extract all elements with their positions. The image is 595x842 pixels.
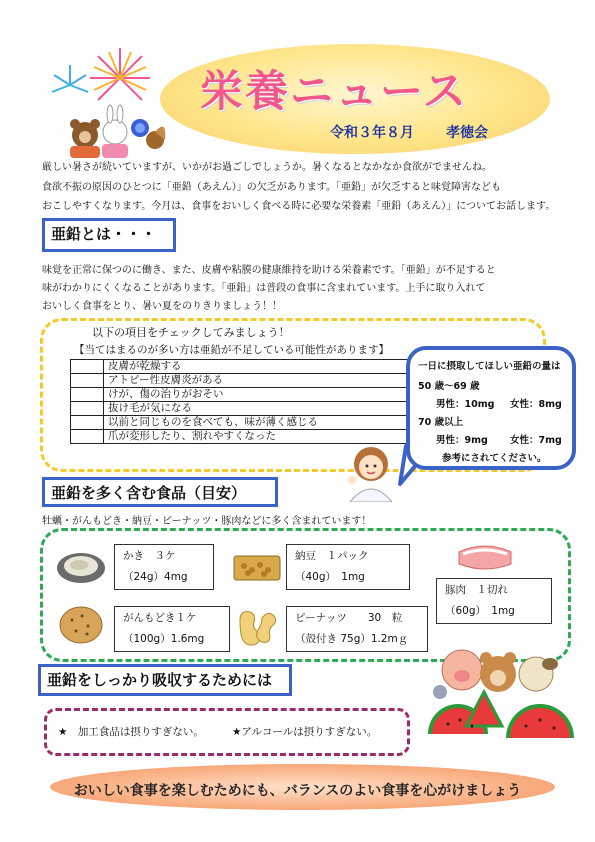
nurse-illustration: [340, 440, 402, 502]
ganmodoki-icon: [58, 604, 104, 646]
checkbox[interactable]: [71, 388, 104, 402]
checklist-table: [70, 359, 410, 444]
checkbox[interactable]: [71, 360, 104, 374]
checkbox[interactable]: [71, 374, 104, 388]
callout-female: 女性：8mg: [510, 399, 562, 410]
checklist-item: 皮膚が乾燥する: [104, 360, 410, 374]
checklist-item: 抜け毛が気になる: [104, 402, 410, 416]
callout-title: 一日に摂取してほしい亜鉛の量は: [418, 361, 561, 372]
peanut-icon: [232, 606, 282, 648]
section-heading-absorption: 亜鉛をしっかり吸収するためには: [38, 664, 292, 696]
food-name: 豚肉 １切れ: [445, 584, 508, 596]
tip-processed-food: ★ 加工食品は摂りすぎない。: [58, 726, 204, 738]
organization-name: 孝徳会: [446, 125, 488, 141]
pork-icon: [455, 542, 515, 572]
issue-date: 令和３年８月: [330, 125, 414, 141]
animals-watermelon-illustration: [426, 640, 576, 744]
zinc-line: 味がわかりにくくなることがあります。「亜鉛」は普段の食事に含まれています。上手に取り入れて: [42, 283, 486, 294]
zinc-description: [42, 262, 572, 316]
food-amount: （24g）4mg: [123, 571, 188, 583]
checklist-row: [71, 374, 410, 388]
page-title: 栄養ニュース: [200, 67, 468, 117]
callout-male: 男性：10mg: [436, 399, 495, 410]
intro-text: [42, 158, 572, 217]
checklist-row: [71, 416, 410, 430]
callout-note: 参考にされてください。: [442, 453, 547, 464]
food-card-ganmodoki: [114, 606, 230, 652]
checklist-row: [71, 402, 410, 416]
checkbox[interactable]: [71, 402, 104, 416]
food-amount: （殻付き 75g）1.2mｇ: [295, 633, 409, 645]
checklist-item: 以前と同じものを食べても、味が薄く感じる: [104, 416, 410, 430]
checkbox[interactable]: [71, 430, 104, 444]
food-name: 納豆 １パック: [295, 550, 369, 562]
oyster-icon: [55, 546, 107, 586]
food-card-peanut: [286, 606, 428, 652]
food-card-natto: [286, 544, 410, 590]
callout-male: 男性：9mg: [436, 435, 488, 446]
food-amount: （60g） 1mg: [445, 605, 515, 617]
food-name: がんもどき１ケ: [123, 612, 197, 624]
checklist-title: 以下の項目をチェックしてみましょう！: [92, 326, 290, 339]
zinc-line: おいしく食事をとり、暑い夏をのりきりましょう！！: [42, 301, 282, 312]
zinc-line: 味覚を正常に保つのに働き、また、皮膚や粘膜の健康維持を助ける栄養素です。「亜鉛」が不足すると: [42, 265, 496, 276]
callout-age-group: 50 歳～69 歳: [418, 381, 480, 392]
section-heading-foods: 亜鉛を多く含む食品（目安）: [42, 477, 278, 507]
checklist-row: [71, 388, 410, 402]
food-amount: （40g） 1mg: [295, 571, 365, 583]
intro-line: おこしやすくなります。今月は、食事をおいしく食べる時に必要な栄養素「亜鉛（あえん）」についてお話します。: [42, 201, 556, 212]
intro-line: 厳しい暑さが続いていますが、いかがお過ごしでしょうか。暑くなるとなかなか食欲がでませんね。: [42, 162, 492, 173]
callout-female: 女性：7mg: [510, 435, 562, 446]
food-card-pork: [436, 578, 552, 624]
fireworks-illustration: [40, 40, 170, 160]
daily-intake-callout: [406, 346, 576, 470]
footer-message: おいしい食事を楽しむためにも、バランスのよい食事を心がけましょう: [73, 783, 522, 799]
checklist-item: けが、傷の治りがおそい: [104, 388, 410, 402]
tip-alcohol: ★アルコールは摂りすぎない。: [232, 726, 378, 738]
checklist-item: アトピー性皮膚炎がある: [104, 374, 410, 388]
food-amount: （100g）1.6mg: [123, 633, 205, 645]
food-name: ピーナッツ 30 粒: [295, 612, 403, 624]
checklist-note: 【当てはまるのが多い方は亜鉛が不足している可能性があります】: [74, 344, 389, 356]
food-card-oyster: [114, 544, 214, 590]
checklist-item: 爪が変形したり、割れやすくなった: [104, 430, 410, 444]
section-heading-zinc: 亜鉛とは・・・: [42, 218, 176, 252]
natto-icon: [232, 552, 282, 582]
intro-line: 食欲不振の原因のひとつに「亜鉛（あえん）」の欠乏があります。「亜鉛」が欠乏すると味覚障害なども: [42, 181, 501, 193]
checkbox[interactable]: [71, 416, 104, 430]
callout-age-group: 70 歳以上: [418, 417, 464, 428]
food-name: かき ３ケ: [123, 550, 176, 562]
checklist-row: [71, 360, 410, 374]
foods-subtitle: 牡蠣・がんもどき・納豆・ピーナッツ・豚肉などに多く含まれています！: [42, 516, 372, 527]
